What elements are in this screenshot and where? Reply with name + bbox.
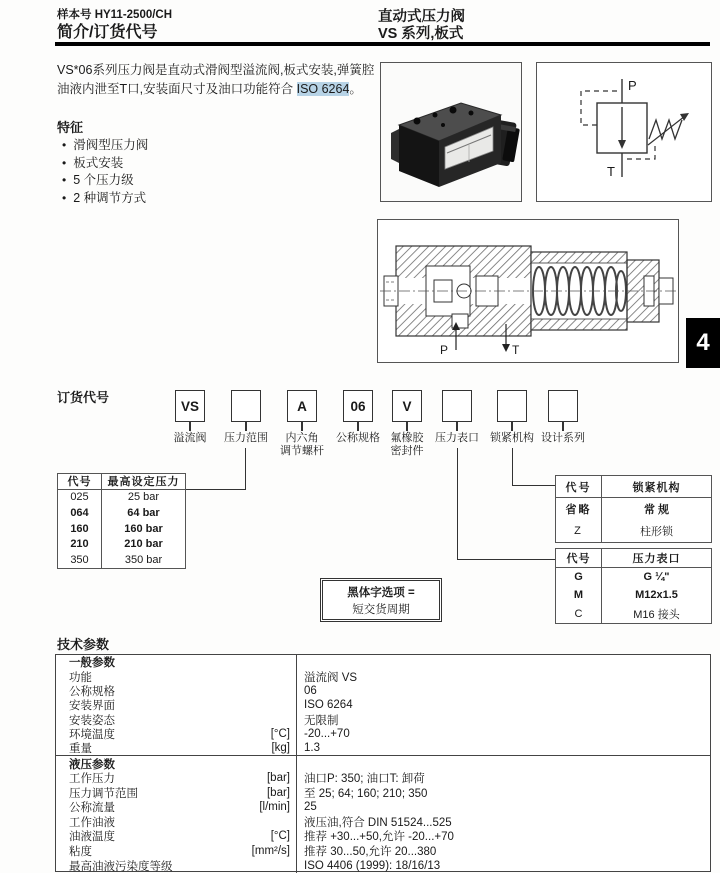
header-value: 压力表口 (632, 552, 681, 565)
param-row: 功能 溢流阀 VS (56, 669, 710, 683)
bullet-icon: • (62, 190, 67, 205)
ordering-code-label: 内六角 调节螺杆 (280, 432, 324, 457)
table-row: G G ¼" (556, 568, 711, 587)
ordering-code-label: 压力表口 (435, 432, 479, 444)
section-port-p-label: P (440, 343, 449, 357)
intro-highlight: ISO 6264 (296, 82, 350, 96)
ordering-code-box: 06 (343, 390, 373, 422)
connector-tick (562, 422, 564, 431)
symbol-port-p-label: P (628, 78, 637, 93)
pressure-range-table (57, 473, 186, 569)
valve-photo-drawing (381, 63, 521, 201)
features-heading: 特征 (57, 120, 84, 135)
param-row: 重量 [kg] 1.3 (56, 741, 710, 755)
cross-section-drawing (378, 220, 678, 362)
ordering-code-label: 氟橡胶 密封件 (390, 432, 424, 457)
connector-tick (245, 422, 247, 431)
table-row: Z 柱形锁 (556, 520, 711, 542)
section-port-t-label: T (512, 343, 520, 357)
ordering-code-label: 设计系列 (541, 432, 585, 444)
general-params-section (56, 655, 710, 755)
param-row: 公称流量 [l/min] 25 (56, 800, 710, 815)
section-header-row (56, 756, 710, 771)
connector-tick (189, 422, 191, 431)
param-row: 油液温度 [°C] 推荐 +30...+50,允许 -20...+70 (56, 829, 710, 844)
bullet-icon: • (62, 138, 67, 152)
section-header: 液压参数 (69, 758, 115, 771)
symbol-port-t-label: T (607, 164, 615, 179)
bold-option-note (320, 578, 442, 622)
product-series: VS 系列,板式 (378, 26, 464, 42)
tech-params-table (55, 654, 711, 872)
locking-mechanism-table (555, 475, 712, 543)
product-photo (380, 62, 522, 202)
ordering-code-box (231, 390, 261, 422)
intro-text: VS*06系列压力阀是直动式滑阀型溢流阀,板式安装,弹簧腔油液内泄至T口,安装面尺寸及油口功能符合 (57, 63, 375, 96)
param-row: 工作压力 [bar] 油口P: 350; 油口T: 卸荷 (56, 771, 710, 786)
features-list (62, 137, 148, 207)
ordering-code-label: 压力范围 (224, 432, 268, 444)
chapter-tab: 4 (686, 318, 720, 368)
tech-params-heading: 技术参数 (57, 637, 110, 652)
header-rule (55, 42, 710, 46)
ordering-code-column (218, 390, 274, 445)
table-header-row (556, 549, 711, 568)
gauge-port-table (555, 548, 712, 624)
feature-item: • 板式安装 (62, 155, 124, 170)
product-title: 直动式压力阀 (378, 9, 465, 25)
ordering-code-box: A (287, 390, 317, 422)
param-row: 粘度 [mm²/s] 推荐 30...50,允许 20...380 (56, 844, 710, 859)
param-row: 环境温度 [°C] -20...+70 (56, 727, 710, 741)
param-row: 安装姿态 无限制 (56, 712, 710, 726)
section-header-row (56, 655, 710, 669)
table-row: M M12x1.5 (556, 586, 711, 605)
ordering-code-column (429, 390, 485, 445)
ordering-code-box (548, 390, 578, 422)
feature-item: • 2 种调节方式 (62, 190, 147, 205)
param-row: 公称规格 06 (56, 684, 710, 698)
connector-gauge-port (457, 448, 555, 560)
hydraulic-symbol (536, 62, 712, 202)
connector-tick (357, 422, 359, 431)
connector-pressure-range (185, 448, 246, 490)
table-row: 省略 常 规 (556, 498, 711, 520)
ordering-code-label: 公称规格 (336, 432, 380, 444)
ordering-code-column (330, 390, 386, 445)
hydraulic-symbol-drawing (537, 63, 711, 201)
ordering-code-box: VS (175, 390, 205, 422)
table-row: 210 210 bar (58, 536, 185, 552)
ordering-code-column (162, 390, 218, 445)
table-row: 160 160 bar (58, 521, 185, 537)
table-row: 350 350 bar (58, 552, 185, 568)
page-title: 简介/订货代号 (57, 24, 158, 41)
table-row: C M16 接头 (556, 605, 711, 624)
hydraulic-params-section (56, 755, 710, 872)
note-line-1: 黑体字选项 = (347, 587, 415, 599)
param-row: 最高油液污染度等级 ISO 4406 (1999): 18/16/13 (56, 858, 710, 873)
intro-text-end: 。 (349, 82, 362, 96)
header-code: 代号 (58, 474, 102, 489)
ordering-code-label: 溢流阀 (173, 432, 207, 444)
cross-section-diagram (377, 219, 679, 363)
feature-item: • 5 个压力级 (62, 173, 134, 187)
bullet-icon: • (62, 155, 67, 170)
catalog-number: 样本号 HY11-2500/CH (57, 9, 173, 21)
table-header-row (556, 476, 711, 498)
ordering-code-column (274, 390, 330, 458)
ordering-code-column (535, 390, 591, 445)
ordering-code-column (484, 390, 540, 445)
intro-paragraph (57, 61, 385, 99)
connector-tick (406, 422, 408, 431)
header-value: 最高设定压力 (107, 476, 180, 489)
table-row: 064 64 bar (58, 505, 185, 521)
ordering-code-box (497, 390, 527, 422)
connector-tick (511, 422, 513, 431)
connector-tick (456, 422, 458, 431)
feature-item: • 滑阀型压力阀 (62, 138, 149, 152)
ordering-code-box (442, 390, 472, 422)
ordering-code-label: 锁紧机构 (490, 432, 534, 444)
header-code: 代号 (556, 549, 602, 567)
param-row: 安装界面 ISO 6264 (56, 698, 710, 712)
param-row: 压力调节范围 [bar] 至 25; 64; 160; 210; 350 (56, 786, 710, 801)
ordering-heading: 订货代号 (57, 390, 110, 405)
table-header-row (58, 474, 185, 490)
note-line-2: 短交货周期 (352, 604, 410, 616)
bullet-icon: • (62, 173, 67, 187)
param-row: 工作油液 液压油,符合 DIN 51524...525 (56, 815, 710, 830)
connector-tick (301, 422, 303, 431)
ordering-code-column (379, 390, 435, 458)
ordering-code-box: V (392, 390, 422, 422)
header-value: 锁紧机构 (632, 481, 681, 494)
table-row: 025 25 bar (58, 490, 185, 506)
section-header: 一般参数 (69, 657, 115, 670)
header-code: 代号 (556, 476, 602, 497)
